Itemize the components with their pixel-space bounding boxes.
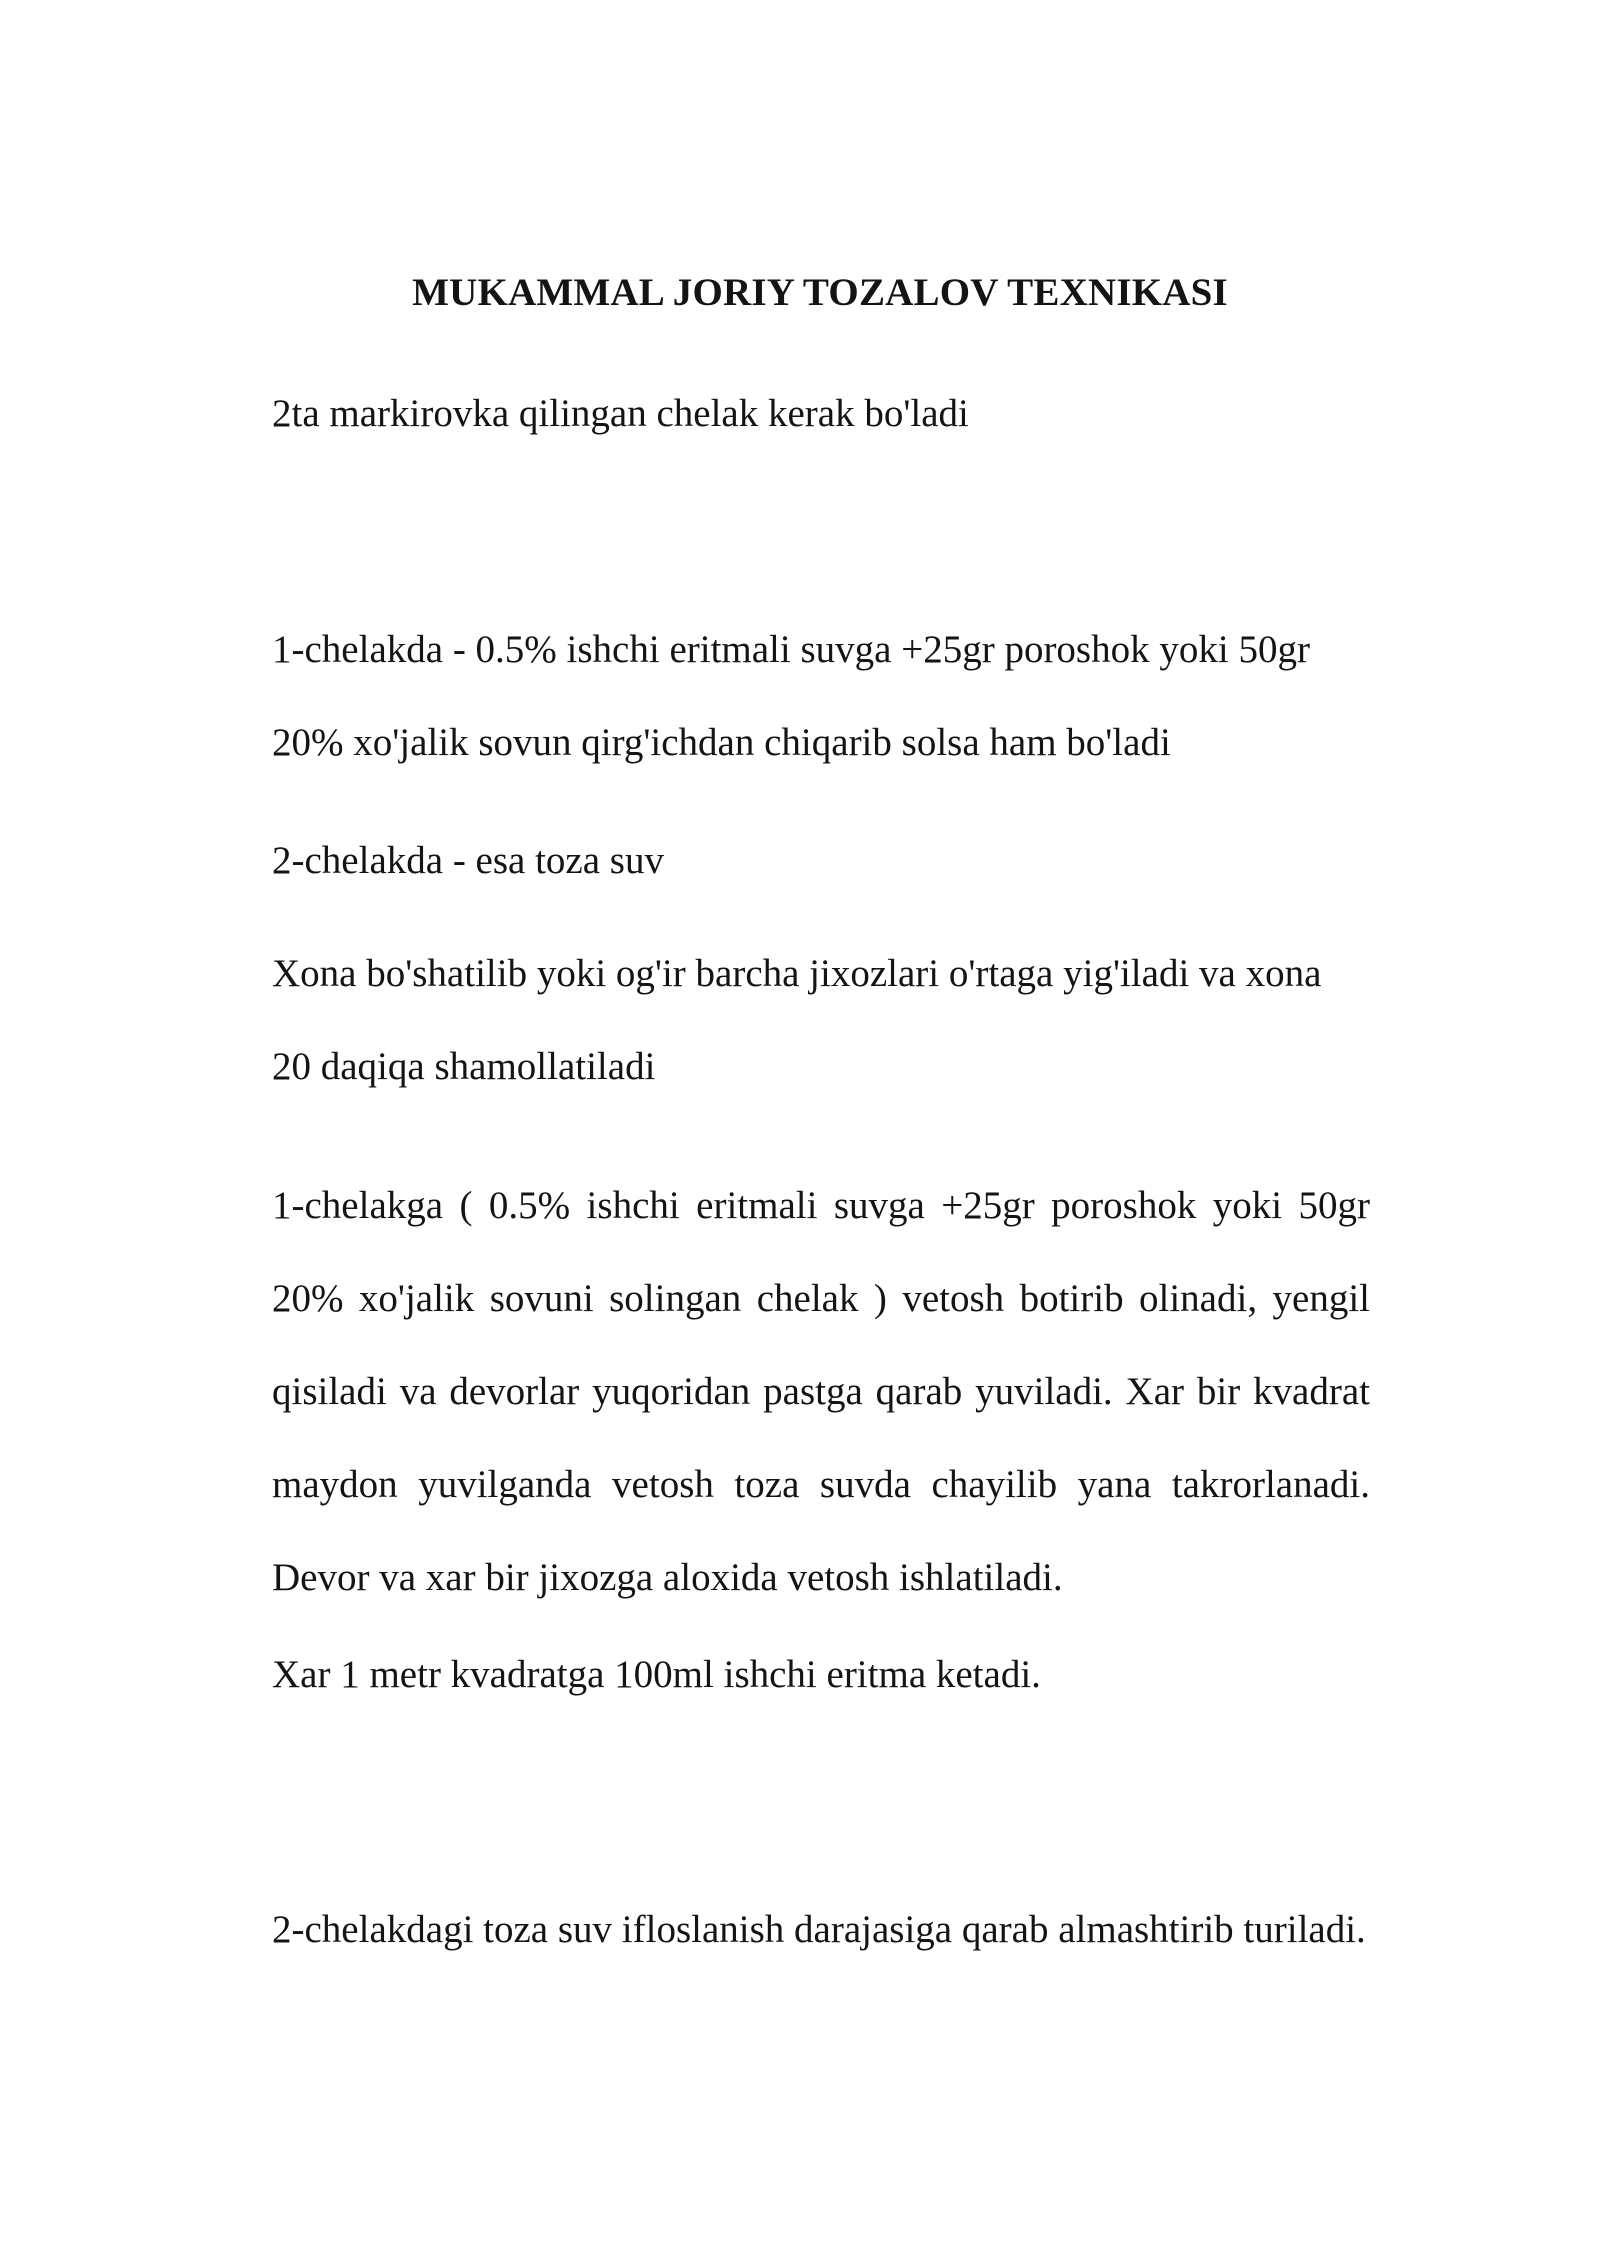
document-title: MUKAMMAL JORIY TOZALOV TEXNIKASI bbox=[412, 271, 1228, 314]
paragraph-wall-washing: 1-chelakga ( 0.5% ishchi eritmali suvga +25gr poroshok yoki 50gr 20% xo'jalik sovuni solingan chelak ) vetosh botirib olinadi, yengil qisiladi va devorlar yuqoridan pastga qarab yuviladi. Xar bir kvadrat maydon yuvilganda vetosh toza suvda chayilib yana takrorlanadi. Devor va xar bir jixozga aloxida vetosh ishlatiladi. bbox=[272, 1184, 1370, 1599]
paragraph-water-replacement: 2-chelakdagi toza suv ifloslanish darajasiga qarab almashtirib turiladi. bbox=[272, 1908, 1366, 1951]
paragraph-buckets-needed: 2ta markirovka qilingan chelak kerak bo'ladi bbox=[272, 392, 969, 435]
paragraph-room-preparation: Xona bo'shatilib yoki og'ir barcha jixozlari o'rtaga yig'iladi va xona 20 daqiqa shamollatiladi bbox=[272, 952, 1322, 1088]
paragraph-bucket-one: 1-chelakda - 0.5% ishchi eritmali suvga +25gr poroshok yoki 50gr 20% xo'jalik sovun qirg'ichdan chiqarib solsa ham bo'ladi bbox=[272, 628, 1310, 764]
paragraph-solution-rate: Xar 1 metr kvadratga 100ml ishchi eritma ketadi. bbox=[272, 1653, 1041, 1696]
paragraph-bucket-two: 2-chelakda - esa toza suv bbox=[272, 839, 664, 882]
